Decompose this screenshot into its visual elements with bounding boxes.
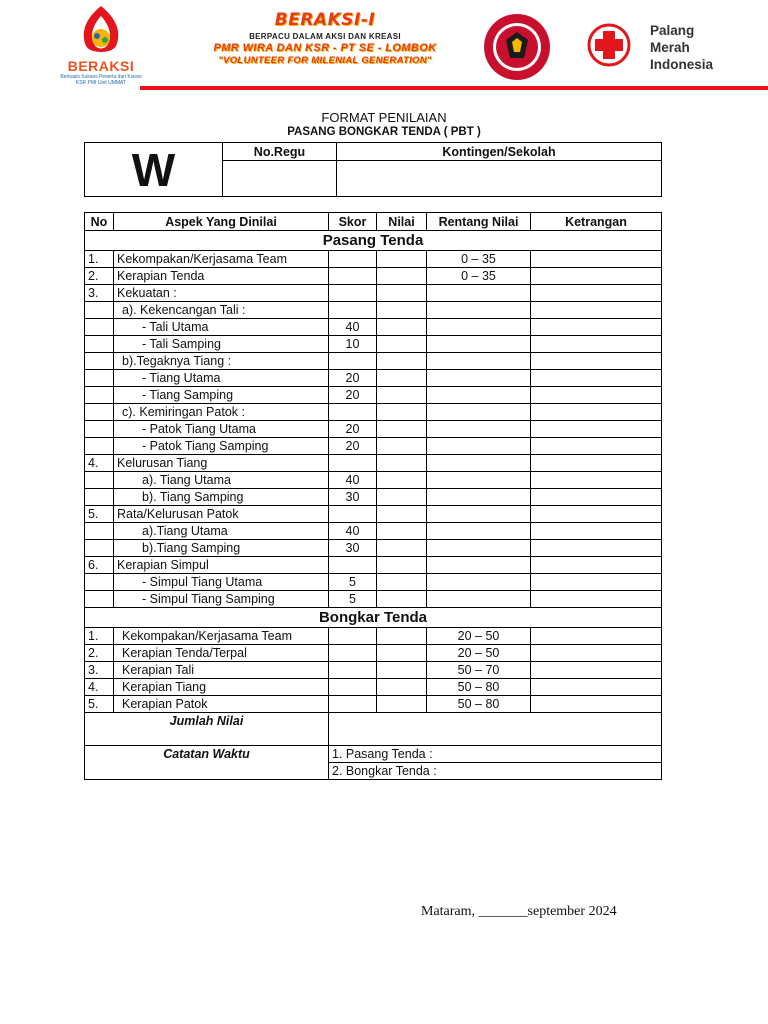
row-skor [329,696,377,713]
row-aspek: Kerapian Tenda/Terpal [114,645,329,662]
row-no: 5. [85,506,114,523]
row-rentang [427,455,531,472]
table-row [85,370,662,387]
row-aspek: a).Tiang Utama [114,523,329,540]
table-row [85,455,662,472]
table-row [85,438,662,455]
row-no [85,404,114,421]
row-aspek: a). Tiang Utama [114,472,329,489]
row-rentang [427,353,531,370]
row-aspek: - Tiang Samping [114,387,329,404]
row-rentang [427,438,531,455]
header-nilai: Nilai [377,213,427,231]
scoring-table [84,212,662,780]
row-skor: 20 [329,438,377,455]
row-rentang: 0 – 35 [427,268,531,285]
row-nilai-input[interactable] [377,336,427,353]
row-keterangan-input[interactable] [531,319,662,336]
row-skor: 40 [329,472,377,489]
row-rentang [427,387,531,404]
row-nilai-input[interactable] [377,353,427,370]
table-row [85,387,662,404]
beraksi-tagline: Berbasis Sukses Peserta dan Kreasi KSR PMI Unit UMMAT [60,74,142,86]
row-no: 3. [85,285,114,302]
place-date: Mataram, _______september 2024 [421,904,617,919]
row-nilai-input[interactable] [377,302,427,319]
row-aspek: Rata/Kelurusan Patok [114,506,329,523]
row-skor: 10 [329,336,377,353]
row-keterangan-input[interactable] [531,591,662,608]
row-aspek: Kerapian Simpul [114,557,329,574]
row-aspek: a). Kekencangan Tali : [114,302,329,319]
table-row [85,662,662,679]
table-row [85,557,662,574]
pmi-logo [586,22,726,72]
row-rentang [427,421,531,438]
row-no: 6. [85,557,114,574]
total-row [85,713,662,746]
row-rentang [427,370,531,387]
row-keterangan-input[interactable] [531,285,662,302]
row-skor: 30 [329,489,377,506]
row-keterangan-input[interactable] [531,540,662,557]
row-aspek: Kelurusan Tiang [114,455,329,472]
row-skor: 20 [329,421,377,438]
row-aspek: Kekuatan : [114,285,329,302]
section-title-pasang: Pasang Tenda [85,231,662,251]
row-rentang: 50 – 80 [427,696,531,713]
table-row [85,353,662,370]
row-keterangan-input[interactable] [531,404,662,421]
table-row [85,591,662,608]
table-row [85,645,662,662]
banner-line-2: "VOLUNTEER FOR MILENIAL GENERATION" [218,55,432,66]
row-no: 2. [85,268,114,285]
row-skor [329,302,377,319]
row-nilai-input[interactable] [377,540,427,557]
table-row [85,628,662,645]
page-header [0,0,768,95]
table-row [85,472,662,489]
table-row [85,506,662,523]
section-row-bongkar [85,608,662,628]
section-row-pasang [85,231,662,251]
banner-subtitle: BERPACU DALAM AKSI DAN KREASI [249,32,401,41]
pmi-name-line-2: Merah [650,40,690,55]
table-header-row [85,213,662,231]
identity-table [84,142,662,197]
row-rentang [427,336,531,353]
group-letter: W [85,143,223,197]
row-skor [329,455,377,472]
beraksi-brand-text: BERAKSI [67,58,135,74]
row-skor [329,557,377,574]
row-aspek: Kekompakan/Kerjasama Team [114,251,329,268]
row-rentang: 0 – 35 [427,251,531,268]
row-nilai-input[interactable] [377,506,427,523]
jumlah-nilai-field[interactable] [329,713,662,746]
header-no: No [85,213,114,231]
row-skor: 20 [329,370,377,387]
row-rentang [427,523,531,540]
table-row [85,404,662,421]
row-skor [329,662,377,679]
waktu-bongkar-field[interactable]: 2. Bongkar Tenda : [329,763,662,780]
row-skor [329,268,377,285]
row-skor: 30 [329,540,377,557]
row-keterangan-input[interactable] [531,302,662,319]
row-no: 3. [85,662,114,679]
banner-line-1: PMR WIRA DAN KSR - PT SE - LOMBOK [213,42,437,54]
row-no [85,387,114,404]
row-rentang [427,319,531,336]
row-rentang: 50 – 80 [427,679,531,696]
row-rentang [427,489,531,506]
row-nilai-input[interactable] [377,591,427,608]
row-aspek: Kerapian Tali [114,662,329,679]
row-aspek: b).Tegaknya Tiang : [114,353,329,370]
row-keterangan-input[interactable] [531,628,662,645]
row-nilai-input[interactable] [377,404,427,421]
row-nilai-input[interactable] [377,268,427,285]
table-row [85,268,662,285]
row-skor: 40 [329,523,377,540]
row-keterangan-input[interactable] [531,645,662,662]
regu-header: No.Regu [223,143,337,161]
row-skor [329,506,377,523]
row-nilai-input[interactable] [377,251,427,268]
table-row [85,540,662,557]
catatan-waktu-label: Catatan Waktu [85,746,329,780]
row-aspek: - Tali Utama [114,319,329,336]
table-row [85,574,662,591]
row-skor [329,679,377,696]
row-rentang: 20 – 50 [427,645,531,662]
row-no [85,319,114,336]
row-nilai-input[interactable] [377,645,427,662]
row-aspek: - Simpul Tiang Samping [114,591,329,608]
row-keterangan-input[interactable] [531,370,662,387]
time-row [85,746,662,763]
row-no [85,540,114,557]
row-skor [329,285,377,302]
header-keterangan: Ketrangan [531,213,662,231]
row-skor: 5 [329,591,377,608]
row-no [85,472,114,489]
row-keterangan-input[interactable] [531,336,662,353]
row-nilai-input[interactable] [377,472,427,489]
row-keterangan-input[interactable] [531,455,662,472]
row-nilai-input[interactable] [377,523,427,540]
row-keterangan-input[interactable] [531,662,662,679]
row-no [85,370,114,387]
row-nilai-input[interactable] [377,319,427,336]
row-keterangan-input[interactable] [531,421,662,438]
row-rentang [427,540,531,557]
row-aspek: b). Tiang Samping [114,489,329,506]
regu-field[interactable] [223,161,337,197]
row-no: 5. [85,696,114,713]
waktu-pasang-field[interactable]: 1. Pasang Tenda : [329,746,662,763]
row-aspek: - Tali Samping [114,336,329,353]
header-rentang: Rentang Nilai [427,213,531,231]
red-cross-icon [586,22,642,68]
row-no: 4. [85,679,114,696]
row-keterangan-input[interactable] [531,696,662,713]
header-skor: Skor [329,213,377,231]
document-title [84,110,684,140]
row-aspek: - Simpul Tiang Utama [114,574,329,591]
row-keterangan-input[interactable] [531,523,662,540]
row-skor [329,353,377,370]
row-rentang [427,285,531,302]
university-seal-logo [476,12,558,82]
row-no [85,523,114,540]
row-aspek: - Patok Tiang Utama [114,421,329,438]
flame-icon [72,4,130,58]
row-aspek: Kerapian Tenda [114,268,329,285]
row-keterangan-input[interactable] [531,251,662,268]
row-aspek: b).Tiang Samping [114,540,329,557]
table-row [85,319,662,336]
row-no [85,591,114,608]
table-row [85,489,662,506]
row-rentang: 50 – 70 [427,662,531,679]
form-subtitle: PASANG BONGKAR TENDA ( PBT ) [287,126,481,138]
table-row [85,285,662,302]
row-nilai-input[interactable] [377,438,427,455]
row-no: 2. [85,645,114,662]
row-aspek: - Patok Tiang Samping [114,438,329,455]
table-row [85,251,662,268]
row-nilai-input[interactable] [377,387,427,404]
row-rentang [427,506,531,523]
pmi-name [650,22,713,73]
row-aspek: Kerapian Tiang [114,679,329,696]
table-row [85,696,662,713]
event-banner [180,10,470,66]
row-no: 4. [85,455,114,472]
row-no [85,302,114,319]
table-row [85,523,662,540]
kontingen-field[interactable] [337,161,662,197]
beraksi-logo [60,4,142,84]
form-title: FORMAT PENILAIAN [321,110,447,125]
row-nilai-input[interactable] [377,679,427,696]
row-no [85,421,114,438]
header-divider [140,86,768,90]
jumlah-nilai-label: Jumlah Nilai [85,713,329,746]
row-rentang [427,574,531,591]
banner-title: BERAKSI-I [274,10,376,30]
row-keterangan-input[interactable] [531,489,662,506]
row-keterangan-input[interactable] [531,679,662,696]
row-nilai-input[interactable] [377,455,427,472]
row-nilai-input[interactable] [377,370,427,387]
row-keterangan-input[interactable] [531,472,662,489]
row-rentang [427,591,531,608]
row-no: 1. [85,628,114,645]
row-skor [329,628,377,645]
table-row [85,421,662,438]
row-nilai-input[interactable] [377,285,427,302]
row-keterangan-input[interactable] [531,438,662,455]
row-aspek: Kekompakan/Kerjasama Team [114,628,329,645]
row-rentang [427,302,531,319]
row-nilai-input[interactable] [377,557,427,574]
pmi-name-line-1: Palang [650,23,695,38]
row-keterangan-input[interactable] [531,353,662,370]
row-rentang [427,404,531,421]
row-nilai-input[interactable] [377,628,427,645]
row-rentang: 20 – 50 [427,628,531,645]
row-no [85,353,114,370]
row-nilai-input[interactable] [377,696,427,713]
table-row [85,336,662,353]
row-skor: 40 [329,319,377,336]
row-aspek: - Tiang Utama [114,370,329,387]
table-row [85,679,662,696]
kontingen-header: Kontingen/Sekolah [337,143,662,161]
row-aspek: Kerapian Patok [114,696,329,713]
pmi-name-line-3: Indonesia [650,57,714,72]
section-title-bongkar: Bongkar Tenda [85,608,662,628]
row-nilai-input[interactable] [377,574,427,591]
row-skor [329,645,377,662]
row-keterangan-input[interactable] [531,387,662,404]
row-skor [329,251,377,268]
row-no [85,489,114,506]
row-nilai-input[interactable] [377,421,427,438]
row-nilai-input[interactable] [377,489,427,506]
row-keterangan-input[interactable] [531,268,662,285]
row-rentang [427,557,531,574]
row-skor: 20 [329,387,377,404]
row-no [85,574,114,591]
row-keterangan-input[interactable] [531,506,662,523]
header-aspek: Aspek Yang Dinilai [114,213,329,231]
row-rentang [427,472,531,489]
row-no [85,438,114,455]
row-aspek: c). Kemiringan Patok : [114,404,329,421]
row-no: 1. [85,251,114,268]
row-keterangan-input[interactable] [531,557,662,574]
row-keterangan-input[interactable] [531,574,662,591]
row-skor [329,404,377,421]
row-nilai-input[interactable] [377,662,427,679]
table-row [85,302,662,319]
row-no [85,336,114,353]
row-skor: 5 [329,574,377,591]
